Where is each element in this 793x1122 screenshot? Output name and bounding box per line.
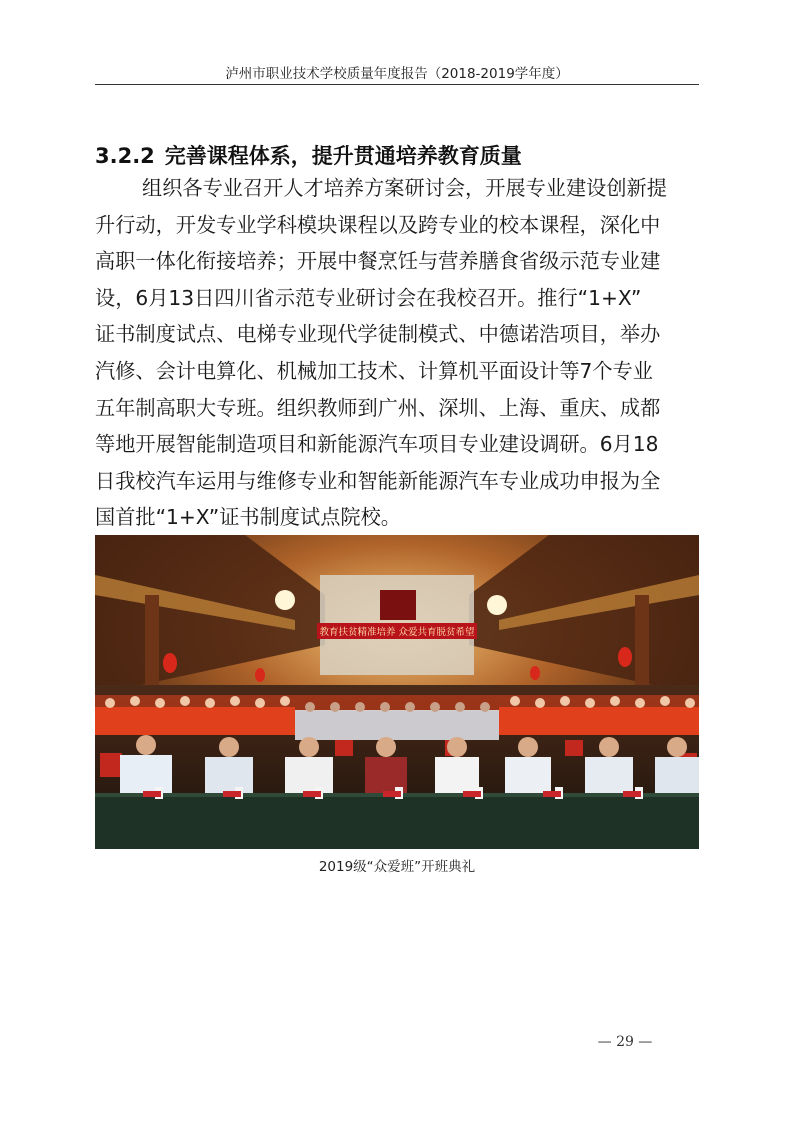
ceremony-photo-illustration <box>95 535 699 849</box>
paragraph-line: 国首批“1+X”证书制度试点院校。 <box>95 505 401 530</box>
paragraph-line: 五年制高职大专班。组织教师到广州、深圳、上海、重庆、成都 <box>95 395 661 420</box>
paragraph-line: 等地开展智能制造项目和新能源汽车项目专业建设调研。6月18 <box>95 432 659 457</box>
body-paragraph <box>95 170 699 536</box>
paragraph-line: 升行动，开发专业学科模块课程以及跨专业的校本课程，深化中 <box>95 212 661 237</box>
page-number: — 29 — <box>597 1034 653 1050</box>
photo-caption: 2019级“众爱班”开班典礼 <box>318 859 476 875</box>
header-rule <box>95 84 699 85</box>
stage-banner-text: 教育扶贫精准培养 众爱共育脱贫希望 <box>319 627 475 638</box>
section-number: 3.2.2 <box>95 144 155 168</box>
paragraph-line: 证书制度试点、电梯专业现代学徒制模式、中德诺浩项目，举办 <box>95 322 661 347</box>
section-title: 完善课程体系，提升贯通培养教育质量 <box>164 144 522 168</box>
page-header: 泸州市职业技术学校质量年度报告（2018-2019学年度） <box>225 66 569 82</box>
paragraph-line: 汽修、会计电算化、机械加工技术、计算机平面设计等7个专业 <box>95 358 653 383</box>
ceremony-photo <box>95 535 699 849</box>
paragraph-line: 高职一体化衔接培养；开展中餐烹饪与营养膳食省级示范专业建 <box>95 249 661 274</box>
paragraph-line: 日我校汽车运用与维修专业和智能新能源汽车专业成功申报为全 <box>95 468 661 493</box>
paragraph-line: 设，6月13日四川省示范专业研讨会在我校召开。推行“1+X” <box>95 285 642 310</box>
section-heading <box>95 140 522 170</box>
paragraph-line: 组织各专业召开人才培养方案研讨会，开展专业建设创新提 <box>142 176 667 200</box>
